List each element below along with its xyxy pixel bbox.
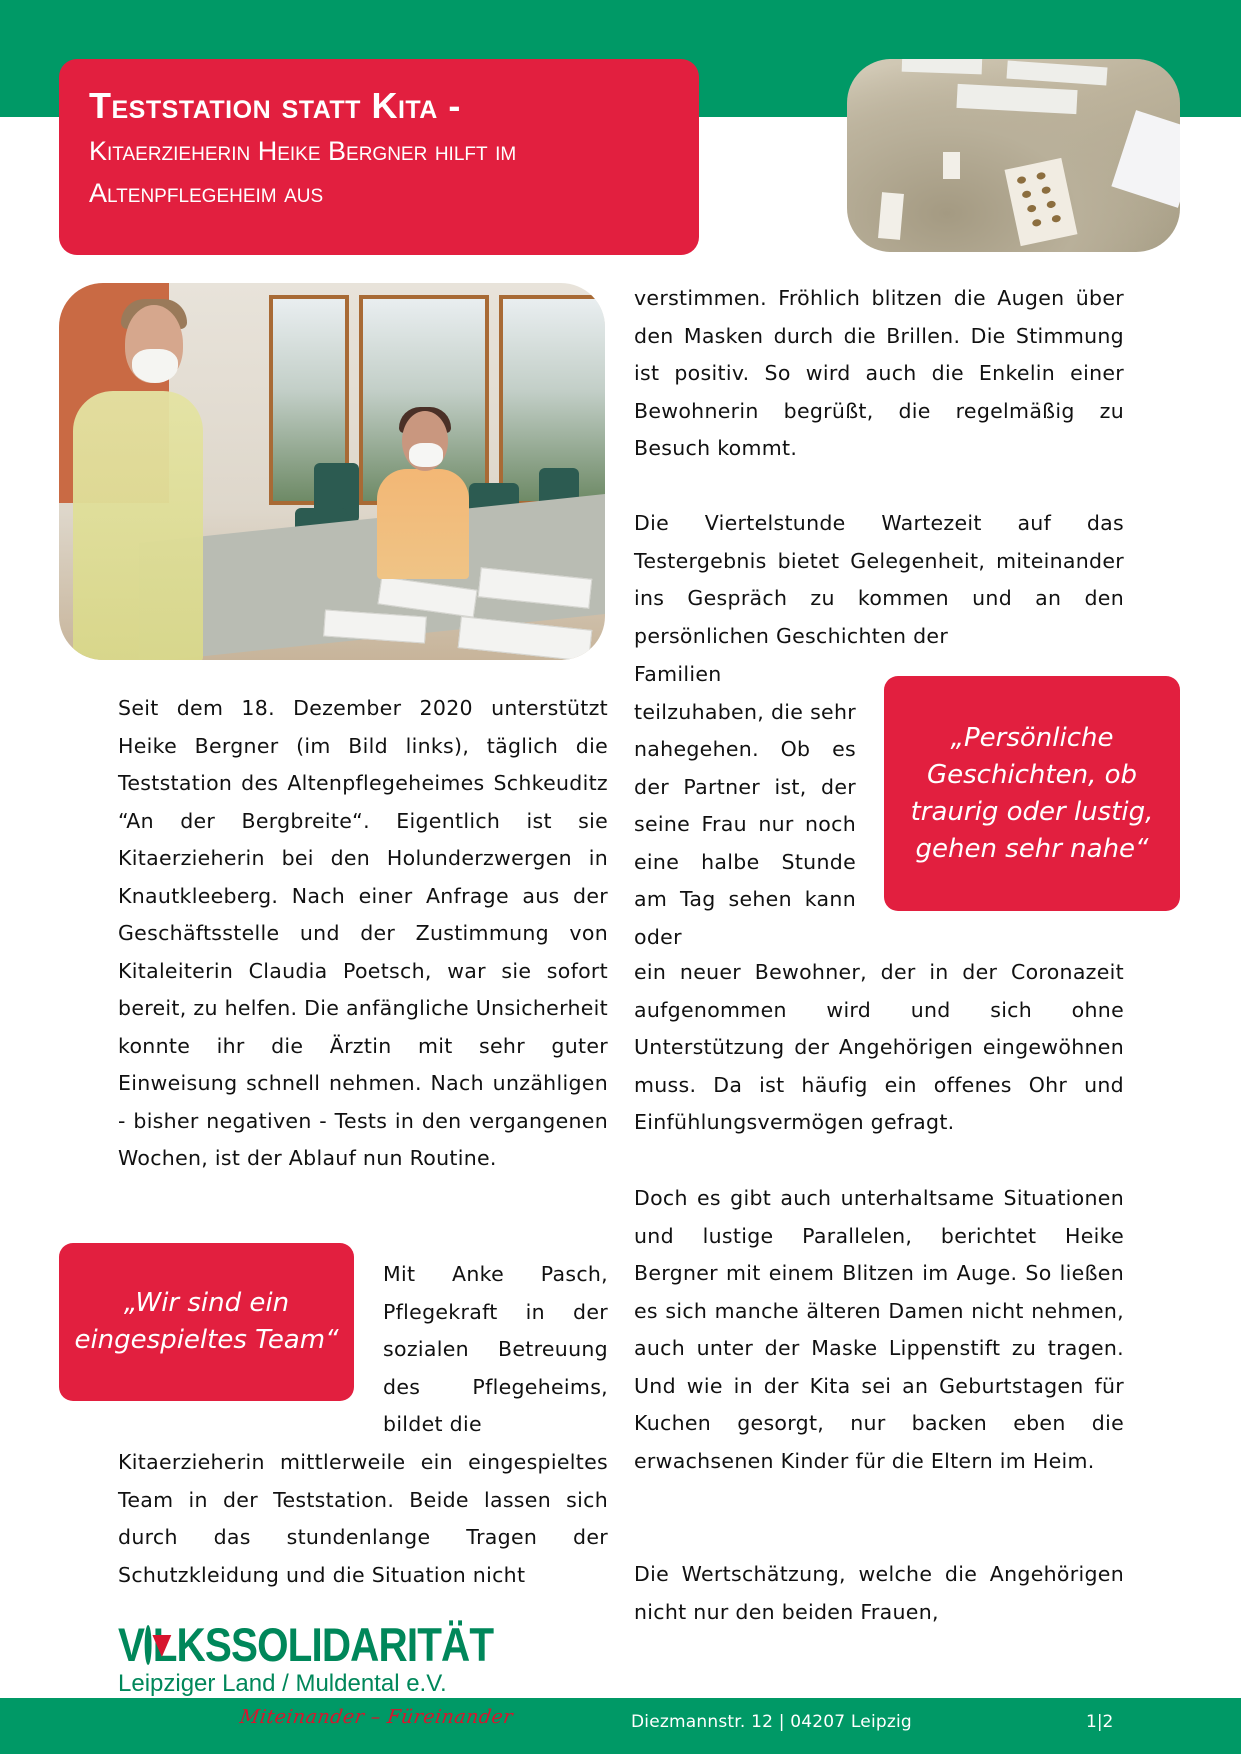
article-text: Familien teilzuhaben, die sehr nahegehen. Ob es der Partner ist, der seine Frau nur noch eine halbe Stunde am Tag sehen kann oder xyxy=(634,662,856,949)
article-text: Die Wertschätzung, welche die Angehörigen nicht nur den beiden Frauen, xyxy=(634,1562,1124,1624)
article-paragraph-right-4 xyxy=(634,1180,1124,1480)
logo-wordmark xyxy=(118,1618,494,1671)
slogan: Miteinander – Füreinander xyxy=(238,1706,515,1728)
article-text: Kitaerzieherin mittlerweile ein eingespieltes Team in der Teststation. Beide lassen sich durch das stundenlange Tragen der Schutzkleidung und die Situation nicht xyxy=(118,1450,608,1587)
pull-quote-text: „Persönliche Geschichten, ob traurig oder lustig, gehen sehr nahe“ xyxy=(910,722,1154,864)
logo-subtitle: Leipziger Land / Muldental e.V. xyxy=(118,1670,447,1697)
page-subtitle-line-1: Kitaerzieherin Heike Bergner hilft im xyxy=(89,136,517,166)
article-paragraph-1 xyxy=(118,690,608,1178)
title-box xyxy=(59,59,699,255)
article-paragraph-2-cont xyxy=(118,1444,608,1594)
article-paragraph-right-5 xyxy=(634,1556,1124,1631)
article-right-column xyxy=(634,280,1124,655)
volkssolidaritaet-emblem-icon xyxy=(145,1625,152,1665)
page-title: Teststation statt Kita - xyxy=(89,85,461,126)
photo-test-kits xyxy=(847,59,1180,252)
article-text: ein neuer Bewohner, der in der Coronazeit aufgenommen wird und sich ohne Unterstützung der Angehörigen eingewöhnen muss. Da ist häufig ein offenes Ohr und Einfühlungsvermögen gefragt. xyxy=(634,960,1124,1134)
article-text: Doch es gibt auch unterhaltsame Situationen und lustige Parallelen, berichtet Heike Bergner mit einem Blitzen im Auge. So ließen es sich manche älteren Damen nicht nehmen, auch unter der Maske Lippenstift zu tragen. Und wie in der Kita sei an Geburtstagen für Kuchen gesorgt, nur backen eben die erwachsenen Kinder für die Eltern im Heim. xyxy=(634,1186,1124,1473)
article-wrapped-text xyxy=(634,656,856,956)
footer-green-band xyxy=(0,1698,1241,1754)
pull-quote-stories xyxy=(884,676,1180,911)
article-text: Seit dem 18. Dezember 2020 unterstützt Heike Bergner (im Bild links), täglich die Teststation des Altenpflegeheimes Schkeuditz “An der Bergbreite“. Eigentlich ist sie Kitaerzieherin bei den Holunderzwergen in Knautkleeberg. Nach einer Anfrage aus der Geschäftsstelle und der Zustimmung von Kitaleiterin Claudia Poetsch, war sie sofort bereit, zu helfen. Die anfängliche Unsicherheit konnte ihr die Ärztin mit sehr guter Einweisung schnell nehmen. Nach unzähligen - bisher negativen - Tests in den vergangenen Wochen, ist der Ablauf nun Routine. xyxy=(118,696,608,1170)
article-paragraph-right-3 xyxy=(634,954,1124,1142)
page-subtitle-line-2: Altenpflegeheim aus xyxy=(89,178,324,208)
article-text: Die Viertelstunde Wartezeit auf das Testergebnis bietet Gelegenheit, miteinander ins Gespräch zu kommen und an den persönlichen Geschichten der xyxy=(634,511,1124,648)
pull-quote-text: „Wir sind ein eingespieltes Team“ xyxy=(74,1288,339,1355)
logo-letter: V xyxy=(118,1618,145,1671)
footer-address: Diezmannstr. 12 | 04207 Leipzig xyxy=(631,1712,912,1732)
photo-test-station-staff xyxy=(59,283,605,660)
logo-letters: LKSSOLIDARITÄT xyxy=(152,1618,494,1671)
organization-logo xyxy=(118,1618,498,1698)
page-number: 1|2 xyxy=(1086,1712,1114,1732)
article-text: Mit Anke Pasch, Pflegekraft in der sozialen Betreuung des Pflegeheims, bildet die xyxy=(383,1262,608,1436)
article-paragraph-2-start xyxy=(383,1256,608,1444)
article-text: verstimmen. Fröhlich blitzen die Augen über den Masken durch die Brillen. Die Stimmung ist positiv. So wird auch die Enkelin einer Bewohnerin begrüßt, die regelmäßig zu Besuch kommt. xyxy=(634,286,1124,460)
pull-quote-team xyxy=(59,1243,354,1401)
